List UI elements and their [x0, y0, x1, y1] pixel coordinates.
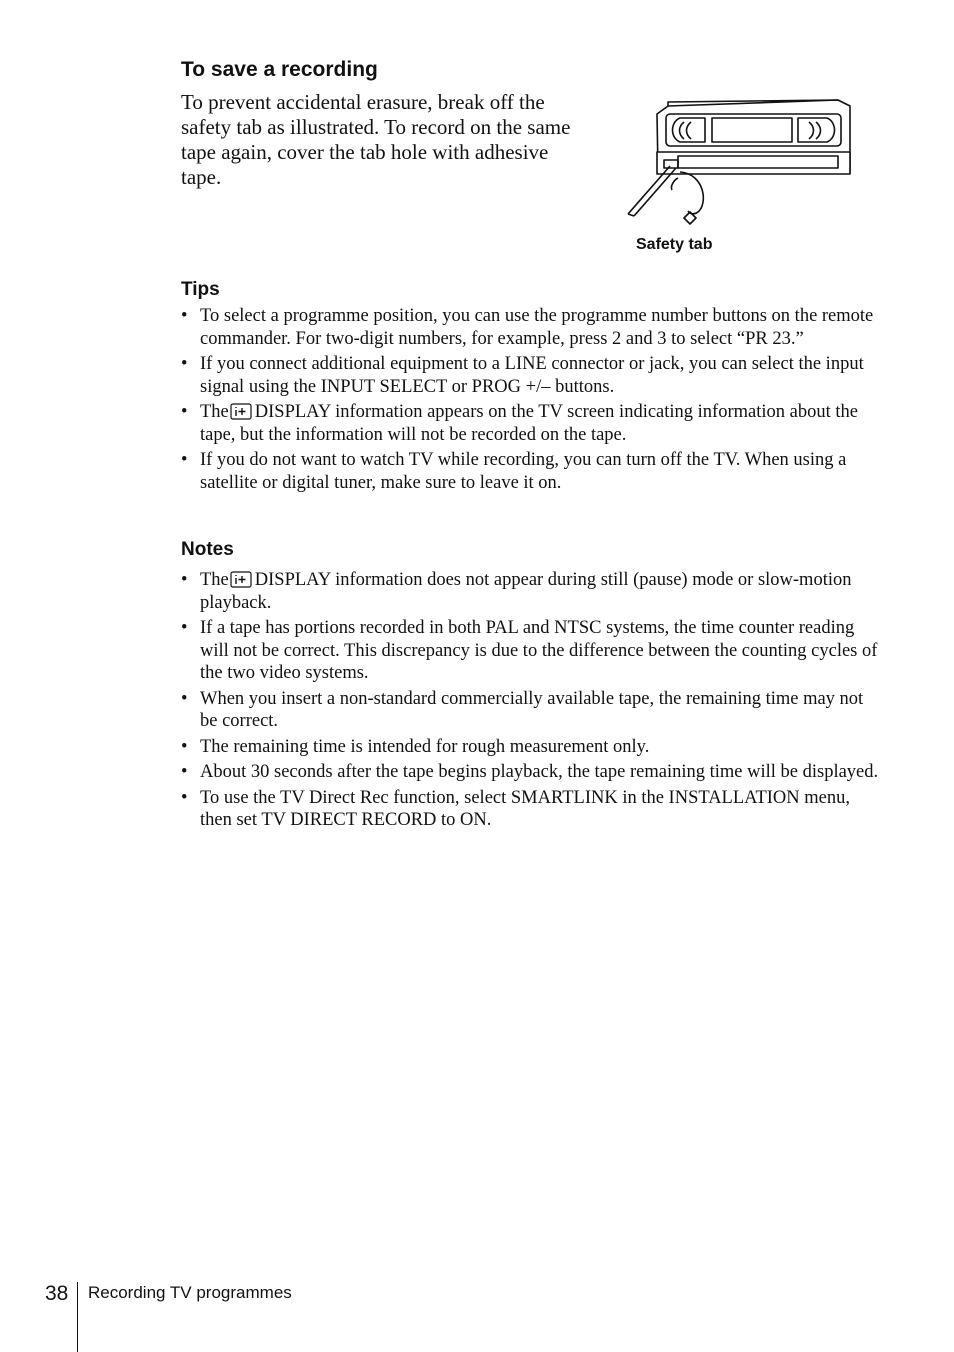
section-heading: To save a recording	[181, 58, 378, 81]
bullet: •	[181, 306, 188, 326]
safety-tab-label: Safety tab	[636, 236, 713, 253]
display-info-icon	[230, 571, 252, 588]
list-item: • If you connect additional equipment to a LINE connector or jack, you can select the input signal using the INPUT SELECT or PROG +/– buttons.	[181, 354, 864, 397]
bullet: •	[181, 354, 188, 374]
video-cassette-illustration	[620, 94, 860, 234]
list-item: • The DISPLAY information does not appear during still (pause) mode or slow-motion playback.	[181, 570, 852, 613]
list-item: • The DISPLAY information appears on the TV screen indicating information about the tape, but the information will not be recorded on the tape.	[181, 402, 858, 445]
list-item: • To use the TV Direct Rec function, select SMARTLINK in the INSTALLATION menu, then set TV DIRECT RECORD to ON.	[181, 787, 850, 830]
bullet: •	[181, 787, 188, 808]
list-item: • To select a programme position, you can use the programme number buttons on the remote commander. For two-digit numbers, for example, press 2 and 3 to select “PR 23.”	[181, 306, 874, 349]
bullet: •	[181, 618, 188, 638]
list-item: • The remaining time is intended for rough measurement only.	[181, 736, 650, 757]
list-item: • When you insert a non-standard commercially available tape, the remaining time may not be correct.	[181, 688, 864, 731]
bullet: •	[181, 736, 188, 757]
notes-heading: Notes	[181, 539, 234, 560]
tips-heading: Tips	[181, 279, 220, 300]
display-info-icon	[230, 403, 252, 420]
bullet: •	[181, 450, 188, 470]
footer-section-title: Recording TV programmes	[88, 1283, 292, 1302]
list-item: • If you do not want to watch TV while recording, you can turn off the TV. When using a satellite or digital tuner, make sure to leave it on.	[181, 450, 847, 493]
footer-divider	[77, 1282, 78, 1352]
notes-list	[181, 569, 881, 835]
bullet: •	[181, 762, 188, 782]
bullet: •	[181, 570, 188, 590]
list-item: • About 30 seconds after the tape begins playback, the tape remaining time will be displayed.	[181, 762, 879, 782]
list-item: • If a tape has portions recorded in both PAL and NTSC systems, the time counter reading will not be correct. This discrepancy is due to the difference between the counting cycles of the two video systems.	[181, 618, 878, 683]
bullet: •	[181, 688, 188, 709]
page-number: 38	[45, 1282, 69, 1305]
intro-paragraph: To prevent accidental erasure, break off the safety tab as illustrated. To record on the same tape again, cover the tab hole with adhesive tape.	[181, 90, 571, 189]
cassette-figure	[620, 94, 860, 264]
tips-list	[181, 305, 881, 497]
bullet: •	[181, 402, 188, 422]
